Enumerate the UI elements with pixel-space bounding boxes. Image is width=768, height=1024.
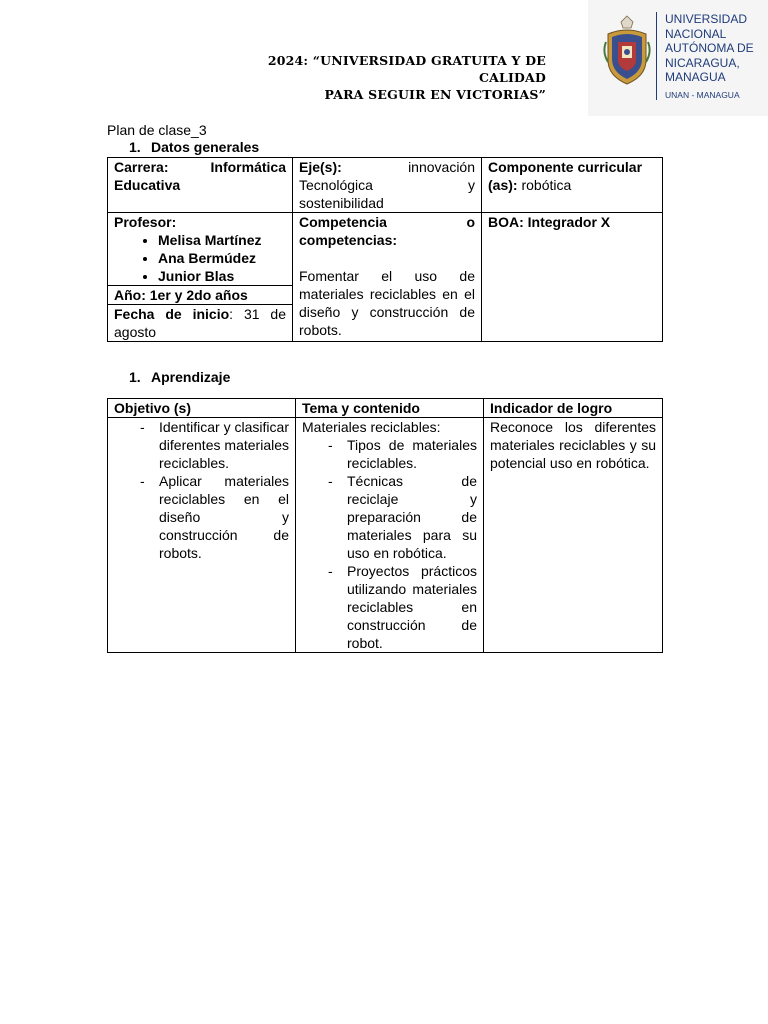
componente-cell [482, 158, 663, 213]
plan-title: Plan de clase_3 [107, 122, 207, 138]
profesor-item: • Junior Blas [158, 267, 286, 285]
fecha-label: Fecha de inicio [114, 306, 230, 322]
logo-divider [656, 12, 657, 100]
indicador-cell: Reconoce los diferentes materiales reciclables y su potencial uso en robótica. [484, 418, 663, 653]
logo-line-3: AUTÓNOMA DE [665, 41, 754, 56]
componente-label-2: (as): [488, 177, 518, 193]
section-title-text: Aprendizaje [151, 369, 231, 385]
objetivos-list [114, 418, 289, 562]
fecha-value: : 31 de agosto [114, 306, 286, 340]
logo-line-1: UNIVERSIDAD [665, 12, 748, 26]
profesor-list [114, 231, 286, 285]
aprendizaje-table [107, 398, 663, 653]
indicador-header: Indicador de logro [484, 399, 663, 418]
ejes-value-3: y [468, 177, 475, 193]
header-motto [200, 52, 546, 103]
tema-intro: Materiales reciclables: [302, 419, 441, 435]
carrera-cell [108, 158, 293, 213]
competencia-cell [293, 213, 482, 342]
profesor-block [108, 213, 292, 286]
tema-item: - Tipos de materiales reciclables. [302, 436, 477, 472]
logo-line-5: MANAGUA [665, 70, 726, 85]
carrera-value-2: Educativa [114, 177, 181, 193]
ejes-value-2: Tecnológica [299, 177, 373, 193]
profesor-inner-table [108, 213, 292, 341]
objetivo-header: Objetivo (s) [108, 399, 296, 418]
datos-generales-table [107, 157, 663, 342]
temas-list [302, 436, 477, 652]
fecha-cell [108, 305, 292, 342]
ejes-value-4: sostenibilidad [299, 195, 384, 211]
componente-label: Componente curricular [488, 159, 643, 175]
temas-cell [296, 418, 484, 653]
competencia-label: Competencia [299, 214, 387, 230]
section-title-text: Datos generales [151, 139, 260, 155]
carrera-value: Informática [210, 159, 286, 175]
anio-cell: Año: 1er y 2do años [108, 286, 292, 305]
tema-header: Tema y contenido [296, 399, 484, 418]
competencia-label-o: o [466, 214, 475, 230]
section-datos-generales-title [129, 139, 259, 155]
section-number: 1. [129, 139, 141, 155]
university-seal-icon [600, 12, 654, 88]
profesor-label: Profesor: [114, 214, 177, 230]
logo-subtitle: UNAN - MANAGUA [665, 90, 740, 100]
tema-item: - Proyectos prácticos utilizando materiales reciclables en construcción de robot. [302, 562, 477, 652]
profesor-item: • Ana Bermúdez [158, 249, 286, 267]
objetivos-cell [108, 418, 296, 653]
section-number: 1. [129, 369, 141, 385]
carrera-label: Carrera: [114, 159, 169, 175]
motto-line-2: PARA SEGUIR EN VICTORIAS” [324, 87, 546, 102]
tema-item: - Técnicas de reciclaje y preparación de materiales para su uso en robótica. [302, 472, 477, 562]
competencia-label-2: competencias: [299, 232, 398, 248]
boa-cell: BOA: Integrador X [482, 213, 663, 342]
ejes-cell [293, 158, 482, 213]
objetivo-item: - Aplicar materiales reciclables en el diseño y construcción de robots. [114, 472, 289, 562]
motto-line-1: 2024: “UNIVERSIDAD GRATUITA Y DE CALIDAD [267, 53, 546, 85]
logo-line-4: NICARAGUA, [665, 55, 740, 70]
profesor-item: • Melisa Martínez [158, 231, 286, 249]
ejes-value-1: innovación [408, 159, 475, 175]
objetivo-item: - Identificar y clasificar diferentes materiales reciclables. [114, 418, 289, 472]
componente-value: robótica [521, 177, 572, 193]
logo-line-2: NACIONAL [665, 26, 727, 41]
logo-text [665, 12, 754, 85]
university-logo [588, 0, 768, 116]
profesor-cell [108, 213, 293, 342]
section-aprendizaje-title [129, 369, 230, 385]
ejes-label: Eje(s): [299, 159, 342, 175]
competencia-value: Fomentar el uso de materiales reciclables en el diseño y construcción de robots. [299, 268, 475, 338]
